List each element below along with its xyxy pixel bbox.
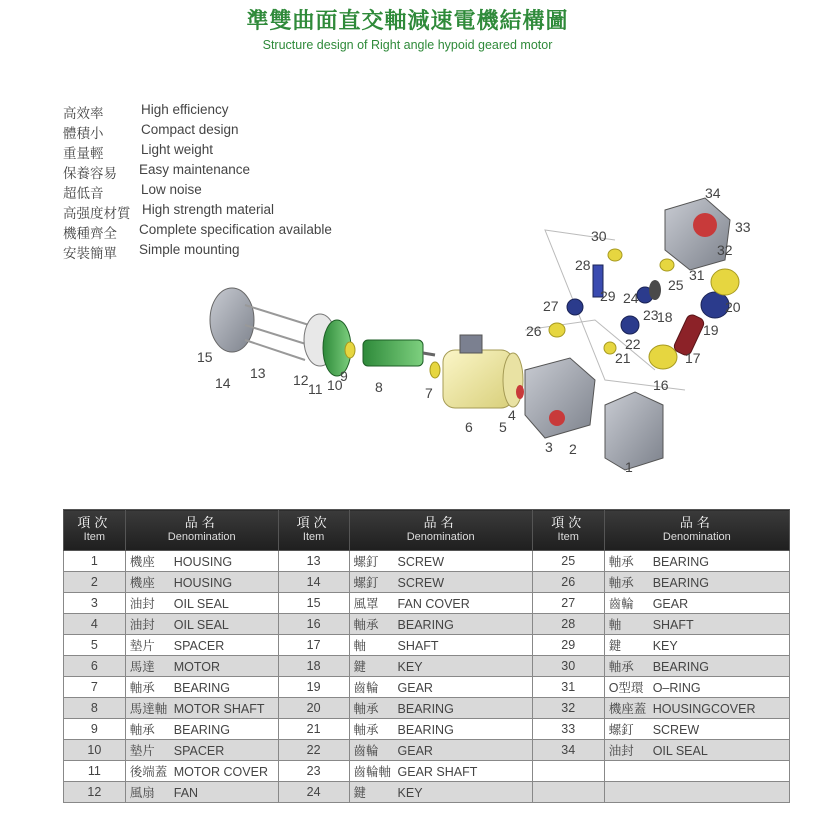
parts-table-header (64, 510, 790, 551)
part-number-label: 16 (653, 377, 669, 393)
feature-zh: 保養容易 (63, 166, 117, 181)
denomination-zh: 鍵 (353, 660, 367, 674)
part-number-label: 11 (308, 381, 323, 397)
item-cell: 6 (64, 656, 126, 677)
denomination-zh: O型環 (608, 681, 644, 695)
denomination-en: BEARING (173, 723, 231, 737)
denomination-zh: 後端蓋 (129, 765, 168, 779)
motor-part (443, 350, 513, 408)
denomination-en: BEARING (173, 681, 231, 695)
part-number-label: 10 (327, 377, 343, 393)
item-cell: 28 (532, 614, 604, 635)
denomination-zh: 風扇 (129, 786, 155, 800)
denomination-en: BEARING (652, 555, 709, 569)
part-number-label: 18 (657, 309, 673, 325)
denomination-cell (349, 593, 532, 614)
item-cell: 9 (64, 719, 126, 740)
item-cell: 21 (278, 719, 349, 740)
exploded-diagram (185, 180, 765, 480)
denomination-en: HOUSING (173, 576, 233, 590)
part-number-label: 25 (668, 277, 684, 293)
denomination-cell (125, 593, 278, 614)
part-number-label: 21 (615, 350, 631, 366)
table-row (64, 614, 790, 635)
table-row (64, 740, 790, 761)
denomination-en: SHAFT (397, 639, 439, 653)
denomination-zh: 軸 (353, 639, 367, 653)
denomination-zh: 機座 (129, 555, 155, 569)
denomination-cell (349, 614, 532, 635)
denomination-en: FAN (173, 786, 199, 800)
item-cell: 20 (278, 698, 349, 719)
denomination-cell (125, 572, 278, 593)
denomination-cell (125, 635, 278, 656)
feature-en: Low noise (141, 182, 202, 197)
exploded-diagram-svg (185, 180, 765, 480)
item-cell: 8 (64, 698, 126, 719)
part-number-label: 26 (526, 323, 542, 339)
feature-zh: 體積小 (63, 126, 104, 141)
part-number-label: 4 (508, 407, 516, 423)
denomination-zh: 軸承 (129, 681, 155, 695)
denomination-en: FAN COVER (397, 597, 470, 611)
part-number-label: 33 (735, 219, 751, 235)
denomination-en: HOUSING (173, 555, 233, 569)
denomination-cell (125, 761, 278, 782)
denomination-zh: 螺釘 (353, 555, 379, 569)
feature-en: Compact design (141, 122, 239, 137)
denomination-cell (349, 761, 532, 782)
denomination-en: SPACER (173, 744, 225, 758)
denomination-zh: 齒輪軸 (353, 765, 392, 779)
housing-part (605, 392, 663, 470)
feature-en: Complete specification available (139, 222, 332, 237)
part-number-label: 24 (623, 290, 639, 306)
feature-en: Light weight (141, 142, 214, 157)
denomination-zh: 軸承 (608, 555, 634, 569)
denomination-en: KEY (397, 660, 423, 674)
part-number-label: 2 (569, 441, 577, 457)
denomination-zh: 螺釘 (353, 576, 379, 590)
denomination-zh: 油封 (129, 597, 155, 611)
denomination-cell (604, 761, 789, 782)
item-cell: 27 (532, 593, 604, 614)
part-number-label: 20 (725, 299, 741, 315)
denomination-zh: 軸 (608, 618, 622, 632)
denomination-en: OIL SEAL (173, 618, 229, 632)
fan-cover-part (210, 288, 254, 352)
table-row (64, 656, 790, 677)
denomination-cell (604, 740, 789, 761)
item-cell: 12 (64, 782, 126, 803)
part-number-label: 29 (600, 288, 616, 304)
denomination-cell (604, 635, 789, 656)
denomination-zh: 軸承 (608, 576, 634, 590)
denomination-zh: 墊片 (129, 744, 155, 758)
denomination-zh: 墊片 (129, 639, 155, 653)
part-number-label: 14 (215, 375, 231, 391)
denomination-cell (604, 698, 789, 719)
denomination-en: MOTOR SHAFT (173, 702, 265, 716)
denomination-zh: 風罩 (353, 597, 379, 611)
denomination-cell (349, 719, 532, 740)
denomination-zh: 齒輪 (353, 744, 379, 758)
item-cell: 25 (532, 551, 604, 572)
part-number-label: 28 (575, 257, 591, 273)
denomination-zh: 軸承 (129, 723, 155, 737)
page-title-zh: 準雙曲面直交軸減速電機結構圖 (246, 9, 569, 34)
item-cell: 11 (64, 761, 126, 782)
part-number-label: 3 (545, 439, 553, 455)
denomination-zh: 馬達 (129, 660, 155, 674)
part-number-label: 34 (705, 185, 721, 201)
denomination-zh: 馬達軸 (129, 702, 168, 716)
item-cell: 24 (278, 782, 349, 803)
part-number-label: 19 (703, 322, 719, 338)
item-cell: 29 (532, 635, 604, 656)
part-number-label: 32 (717, 242, 733, 258)
item-cell: 17 (278, 635, 349, 656)
denomination-cell (349, 740, 532, 761)
item-cell: 2 (64, 572, 126, 593)
denomination-en: SCREW (397, 555, 445, 569)
denomination-zh: 機座蓋 (608, 702, 647, 716)
part-number-label: 9 (340, 368, 348, 384)
part-number-label: 31 (689, 267, 705, 283)
denomination-en: KEY (652, 639, 678, 653)
denomination-en: GEAR SHAFT (397, 765, 478, 779)
denomination-cell (604, 656, 789, 677)
denomination-cell (349, 782, 532, 803)
feature-en: Simple mounting (139, 242, 240, 257)
feature-en: Easy maintenance (139, 162, 251, 177)
denomination-en: GEAR (397, 744, 433, 758)
denomination-header: 品名 Denomination (125, 510, 278, 551)
denomination-en: SCREW (397, 576, 445, 590)
item-cell (532, 782, 604, 803)
item-cell: 31 (532, 677, 604, 698)
item-cell: 26 (532, 572, 604, 593)
feature-zh: 高效率 (63, 106, 104, 121)
denomination-zh: 螺釘 (608, 723, 634, 737)
denomination-zh: 鍵 (608, 639, 622, 653)
item-cell: 33 (532, 719, 604, 740)
denomination-cell (349, 635, 532, 656)
item-header: 項次 Item (532, 510, 604, 551)
denomination-en: BEARING (397, 618, 454, 632)
denomination-zh: 機座 (129, 576, 155, 590)
denomination-zh: 齒輪 (608, 597, 634, 611)
item-cell: 10 (64, 740, 126, 761)
denomination-cell (349, 656, 532, 677)
item-cell: 5 (64, 635, 126, 656)
item-cell: 7 (64, 677, 126, 698)
denomination-en: BEARING (652, 576, 709, 590)
part-number-label: 12 (293, 372, 309, 388)
part-number-label: 22 (625, 336, 641, 352)
denomination-zh: 軸承 (608, 660, 634, 674)
part-number-label: 1 (625, 459, 633, 475)
table-row (64, 761, 790, 782)
denomination-zh: 齒輪 (353, 681, 379, 695)
denomination-cell (349, 551, 532, 572)
item-cell: 19 (278, 677, 349, 698)
item-cell: 3 (64, 593, 126, 614)
denomination-cell (604, 551, 789, 572)
item-cell: 13 (278, 551, 349, 572)
table-row (64, 719, 790, 740)
denomination-en: O–RING (652, 681, 701, 695)
gearbox-housing-part (525, 358, 595, 438)
denomination-cell (125, 614, 278, 635)
feature-en: High strength material (142, 202, 275, 217)
item-cell: 16 (278, 614, 349, 635)
part-number-label: 30 (591, 228, 607, 244)
denomination-cell (349, 677, 532, 698)
part-number-label: 7 (425, 385, 433, 401)
denomination-cell (349, 572, 532, 593)
denomination-zh: 軸承 (353, 702, 379, 716)
part-number-label: 23 (643, 307, 659, 323)
denomination-en: SPACER (173, 639, 225, 653)
denomination-en: MOTOR (173, 660, 221, 674)
table-row (64, 593, 790, 614)
denomination-zh: 油封 (129, 618, 155, 632)
denomination-header: 品名 Denomination (349, 510, 532, 551)
part-number-label: 6 (465, 419, 473, 435)
denomination-cell (604, 677, 789, 698)
item-header: 項次 Item (64, 510, 126, 551)
denomination-en: BEARING (652, 660, 709, 674)
denomination-en: SCREW (652, 723, 700, 737)
denomination-en: OIL SEAL (173, 597, 229, 611)
item-cell (532, 761, 604, 782)
denomination-header: 品名 Denomination (604, 510, 789, 551)
denomination-cell (125, 740, 278, 761)
table-row (64, 782, 790, 803)
feature-zh: 超低音 (63, 186, 104, 201)
denomination-cell (604, 614, 789, 635)
denomination-zh: 鍵 (353, 786, 367, 800)
table-row (64, 551, 790, 572)
denomination-cell (604, 593, 789, 614)
item-cell: 23 (278, 761, 349, 782)
table-row (64, 635, 790, 656)
table-row (64, 572, 790, 593)
denomination-en: OIL SEAL (652, 744, 708, 758)
feature-zh: 高强度材質 (63, 206, 131, 221)
item-cell: 30 (532, 656, 604, 677)
feature-zh: 安裝簡單 (63, 246, 117, 261)
denomination-en: GEAR (652, 597, 689, 611)
denomination-cell (125, 656, 278, 677)
part-number-label: 17 (685, 350, 701, 366)
denomination-zh: 軸承 (353, 618, 379, 632)
item-cell: 14 (278, 572, 349, 593)
part-number-label: 27 (543, 298, 559, 314)
denomination-cell (604, 782, 789, 803)
feature-zh: 重量輕 (63, 146, 104, 161)
item-cell: 32 (532, 698, 604, 719)
denomination-en: KEY (397, 786, 423, 800)
denomination-en: BEARING (397, 723, 454, 737)
motor-shaft-part (363, 340, 423, 366)
item-cell: 18 (278, 656, 349, 677)
feature-en: High efficiency (141, 102, 229, 117)
table-row (64, 698, 790, 719)
part-number-label: 13 (250, 365, 266, 381)
denomination-zh: 軸承 (353, 723, 379, 737)
denomination-cell (125, 551, 278, 572)
item-cell: 1 (64, 551, 126, 572)
denomination-cell (604, 719, 789, 740)
item-cell: 15 (278, 593, 349, 614)
denomination-cell (349, 698, 532, 719)
denomination-en: HOUSINGCOVER (652, 702, 756, 716)
part-number-label: 15 (197, 349, 213, 365)
page-title-en: Structure design of Right angle hypoid geared motor (262, 38, 553, 52)
denomination-en: GEAR (397, 681, 433, 695)
item-cell: 34 (532, 740, 604, 761)
table-row (64, 677, 790, 698)
denomination-cell (125, 698, 278, 719)
part-number-label: 8 (375, 379, 383, 395)
part-number-label: 5 (499, 419, 507, 435)
denomination-en: SHAFT (652, 618, 694, 632)
denomination-en: BEARING (397, 702, 454, 716)
denomination-cell (604, 572, 789, 593)
item-header: 項次 Item (278, 510, 349, 551)
parts-table (63, 509, 790, 803)
denomination-cell (125, 677, 278, 698)
denomination-zh: 油封 (608, 744, 634, 758)
denomination-cell (125, 782, 278, 803)
item-cell: 4 (64, 614, 126, 635)
denomination-cell (125, 719, 278, 740)
feature-zh: 機種齊全 (63, 226, 117, 241)
denomination-en: MOTOR COVER (173, 765, 268, 779)
item-cell: 22 (278, 740, 349, 761)
